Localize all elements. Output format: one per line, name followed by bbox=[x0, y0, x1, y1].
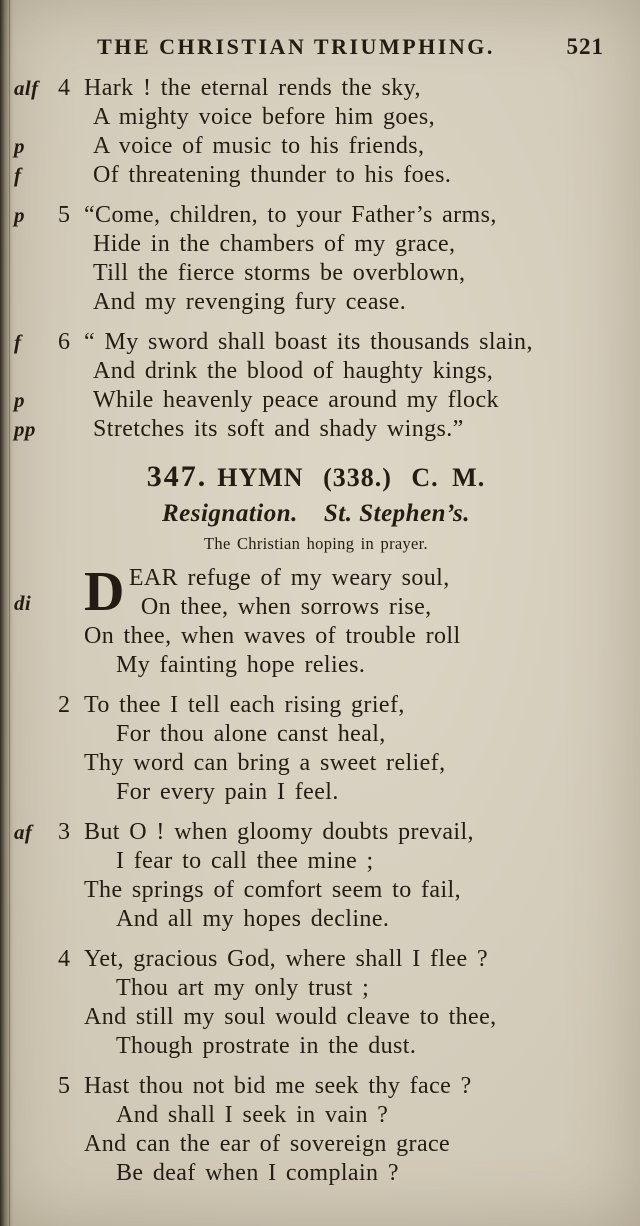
line-text: On thee, when sorrows rise, bbox=[140, 594, 432, 620]
verse-line bbox=[10, 974, 622, 1003]
dynamic-mark: f bbox=[14, 163, 22, 187]
verse-line bbox=[10, 651, 622, 680]
line-text: A voice of music to his friends, bbox=[93, 133, 425, 159]
dynamic-mark: di bbox=[14, 591, 32, 615]
verse-line bbox=[10, 415, 622, 444]
line-text: Till the fierce storms be overblown, bbox=[93, 260, 466, 286]
dropcap-wrap bbox=[84, 561, 450, 623]
line-text: My fainting hope relies. bbox=[116, 652, 366, 678]
verse-line bbox=[10, 1101, 622, 1130]
line-text: Hide in the chambers of my grace, bbox=[93, 231, 456, 257]
line-text: On thee, when waves of trouble roll bbox=[84, 623, 461, 649]
dynamic-mark: p bbox=[14, 134, 25, 158]
line-text: Hark ! the eternal rends the sky, bbox=[84, 75, 421, 101]
line-text: And can the ear of sovereign grace bbox=[84, 1131, 451, 1157]
stanza bbox=[10, 1072, 622, 1188]
verse-line bbox=[10, 749, 622, 778]
line-text: And drink the blood of haughty kings, bbox=[93, 358, 494, 384]
stanza bbox=[10, 691, 622, 807]
line-text: Stretches its soft and shady wings.” bbox=[93, 416, 464, 442]
dynamic-mark: f bbox=[14, 330, 22, 354]
page-header bbox=[10, 34, 622, 60]
line-text: And shall I seek in vain ? bbox=[116, 1102, 389, 1128]
stanza-dropcap bbox=[10, 561, 622, 680]
line-text: And my revenging fury cease. bbox=[93, 289, 407, 315]
line-text: EAR refuge of my weary soul, bbox=[128, 565, 450, 591]
hymn-347-stanzas bbox=[10, 561, 622, 1188]
hymn-number: 347. bbox=[146, 460, 208, 493]
verse-line bbox=[10, 103, 622, 132]
hymn-caption: The Christian hoping in prayer. bbox=[204, 534, 428, 553]
line-text: A mighty voice before him goes, bbox=[93, 104, 436, 130]
verse-line bbox=[10, 905, 622, 934]
tune-name-2: St. Stephen’s. bbox=[323, 500, 471, 527]
verse-line bbox=[10, 132, 622, 161]
dynamic-mark: alf bbox=[14, 76, 39, 100]
stanza bbox=[10, 201, 622, 317]
dynamic-mark: p bbox=[14, 388, 25, 412]
line-text: Yet, gracious God, where shall I flee ? bbox=[84, 946, 489, 972]
verse-line bbox=[10, 691, 622, 720]
verse-line bbox=[10, 876, 622, 905]
line-text: To thee I tell each rising grief, bbox=[84, 692, 405, 718]
line-text: Be deaf when I complain ? bbox=[116, 1160, 399, 1186]
stanza bbox=[10, 328, 622, 444]
dynamic-mark: p bbox=[14, 203, 25, 227]
hymn-continuation-stanzas bbox=[10, 74, 622, 444]
verse-line bbox=[10, 945, 622, 974]
verse-number: 3 bbox=[58, 819, 71, 845]
verse-line bbox=[10, 386, 622, 415]
line-text: And still my soul would cleave to thee, bbox=[84, 1004, 497, 1030]
line-text: But O ! when gloomy doubts prevail, bbox=[84, 819, 474, 845]
verse-line bbox=[10, 818, 622, 847]
page-number: 521 bbox=[566, 34, 604, 59]
verse-line bbox=[10, 288, 622, 317]
hymn-alt-number: (338.) bbox=[323, 463, 392, 492]
dropcap-row bbox=[10, 561, 622, 623]
hymn-title-word: HYMN bbox=[217, 463, 304, 492]
verse-number: 5 bbox=[58, 1073, 71, 1099]
verse-line bbox=[10, 201, 622, 230]
line-text: “Come, children, to your Father’s arms, bbox=[84, 202, 497, 228]
verse-line bbox=[10, 1003, 622, 1032]
verse-number: 6 bbox=[58, 329, 71, 355]
dynamic-mark: pp bbox=[14, 417, 36, 441]
verse-number: 5 bbox=[58, 202, 71, 228]
verse-number: 4 bbox=[58, 75, 71, 101]
line-text: And all my hopes decline. bbox=[116, 906, 390, 932]
hymn-heading bbox=[10, 460, 622, 494]
verse-line bbox=[10, 622, 622, 651]
dropcap-letter: D bbox=[84, 561, 125, 623]
verse-line bbox=[10, 161, 622, 190]
stanza bbox=[10, 818, 622, 934]
line-text: For thou alone canst heal, bbox=[116, 721, 386, 747]
stanza bbox=[10, 74, 622, 190]
line-text: Hast thou not bid me seek thy face ? bbox=[84, 1073, 472, 1099]
stanza bbox=[10, 945, 622, 1061]
running-title: THE CHRISTIAN TRIUMPHING. bbox=[97, 34, 495, 59]
verse-line bbox=[10, 1032, 622, 1061]
verse-line bbox=[10, 328, 622, 357]
line-text: Thou art my only trust ; bbox=[116, 975, 370, 1001]
tune-name-1: Resignation. bbox=[161, 500, 298, 527]
dropcap-lines bbox=[129, 564, 450, 622]
line-text: “ My sword shall boast its thousands slain, bbox=[84, 329, 533, 355]
dynamic-mark: af bbox=[14, 820, 33, 844]
line-text: For every pain I feel. bbox=[116, 779, 339, 805]
verse-line bbox=[10, 720, 622, 749]
verse-line bbox=[10, 1072, 622, 1101]
verse-line bbox=[10, 1159, 622, 1188]
hymn-subtitle bbox=[10, 500, 622, 528]
verse-line bbox=[10, 778, 622, 807]
verse-line bbox=[10, 357, 622, 386]
line-text: Of threatening thunder to his foes. bbox=[93, 162, 452, 188]
verse-line bbox=[10, 230, 622, 259]
line-text: Though prostrate in the dust. bbox=[116, 1033, 417, 1059]
line-text: The springs of comfort seem to fail, bbox=[84, 877, 461, 903]
verse-line bbox=[10, 1130, 622, 1159]
line-text: Thy word can bring a sweet relief, bbox=[84, 750, 446, 776]
verse-line bbox=[10, 847, 622, 876]
verse-number: 2 bbox=[58, 692, 71, 718]
verse-line bbox=[10, 259, 622, 288]
hymn-meter: C. M. bbox=[411, 463, 486, 492]
verse-number: 4 bbox=[58, 946, 71, 972]
verse-line bbox=[10, 74, 622, 103]
line-text: While heavenly peace around my flock bbox=[93, 387, 499, 413]
line-text: I fear to call thee mine ; bbox=[116, 848, 374, 874]
